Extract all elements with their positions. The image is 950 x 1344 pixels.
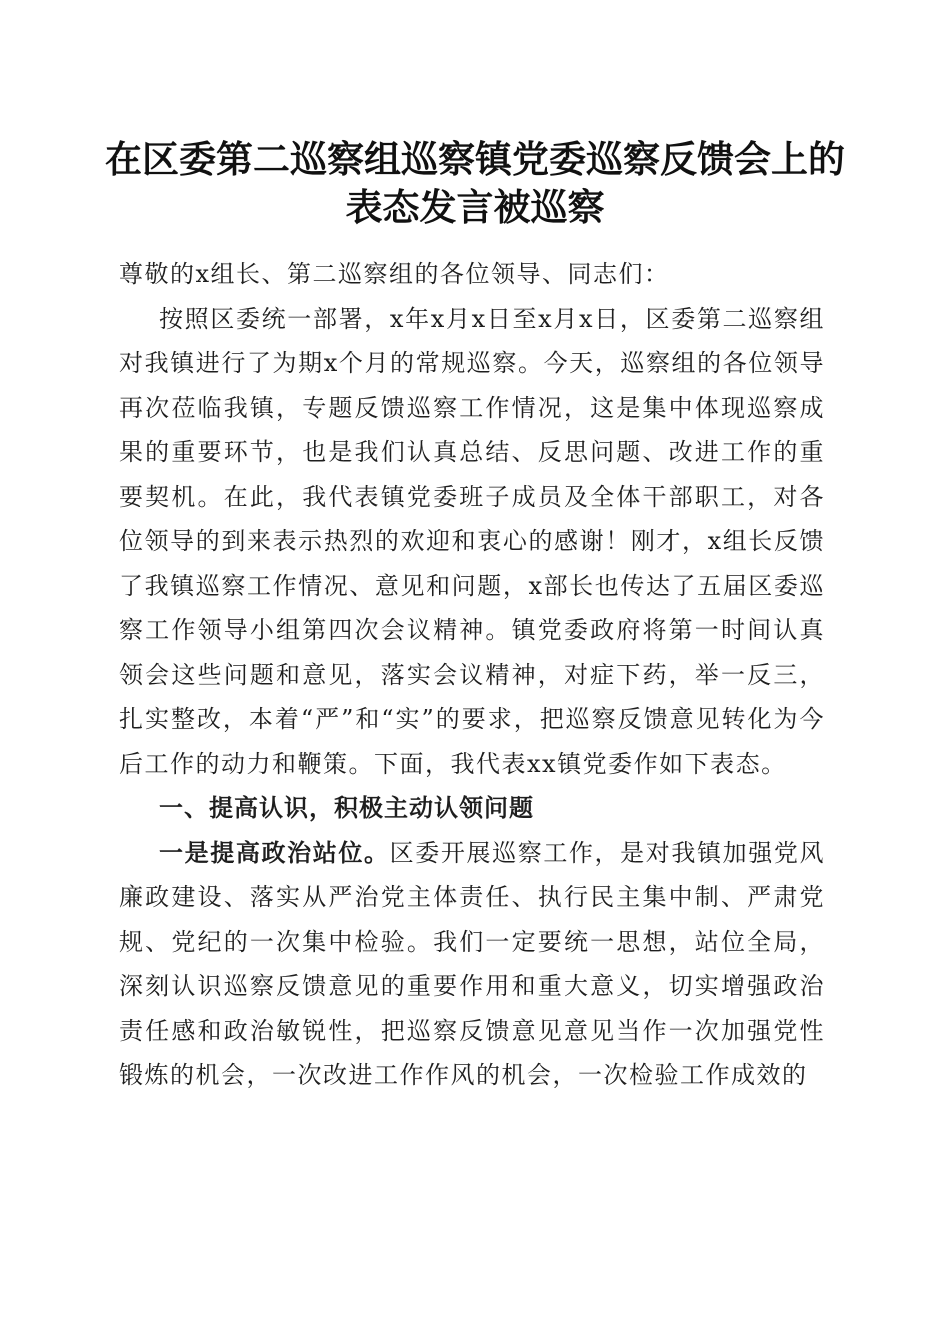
document-title-line-1: 在区委第二巡察组巡察镇党委巡察反馈会上的 [105, 137, 845, 181]
salutation: 尊敬的x组长、第二巡察组的各位领导、同志们： [119, 260, 670, 288]
document-body [119, 252, 825, 1098]
document-title-line-2: 表态发言被巡察 [345, 185, 605, 229]
paragraph-intro: 按照区委统一部署，x年x月x日至x月x日，区委第二巡察组对我镇进行了为期x个月的常规巡察。今天，巡察组的各位领导再次莅临我镇，专题反馈巡察工作情况，这是集中体现巡察成果的重要环节，也是我们认真总结、反思问题、改进工作的重要契机。在此，我代表镇党委班子成员及全体干部职工，对各位领导的到来表示热烈的欢迎和衷心的感谢！刚才，x组长反馈了我镇巡察工作情况、意见和问题，x部长也传达了五届区委巡察工作领导小组第四次会议精神。镇党委政府将第一时间认真领会这些问题和意见，落实会议精神，对症下药，举一反三，扎实整改，本着“严”和“实”的要求，把巡察反馈意见转化为今后工作的动力和鞭策。下面，我代表xx镇党委作如下表态。 [119, 304, 825, 778]
paragraph-lead: 一是提高政治站位。 [159, 837, 390, 867]
section-heading-1: 一、提高认识，积极主动认领问题 [159, 794, 534, 822]
paragraph-text: 区委开展巡察工作，是对我镇加强党风廉政建设、落实从严治党主体责任、执行民主集中制、严肃党规、党纪的一次集中检验。我们一定要统一思想，站位全局，深刻认识巡察反馈意见的重要作用和重大意义，切实增强政治责任感和政治敏锐性，把巡察反馈意见意见当作一次加强党性锻炼的机会，一次改进工作作风的机会，一次检验工作成效的 [119, 838, 826, 1089]
paragraph-political-stance [119, 831, 825, 1098]
